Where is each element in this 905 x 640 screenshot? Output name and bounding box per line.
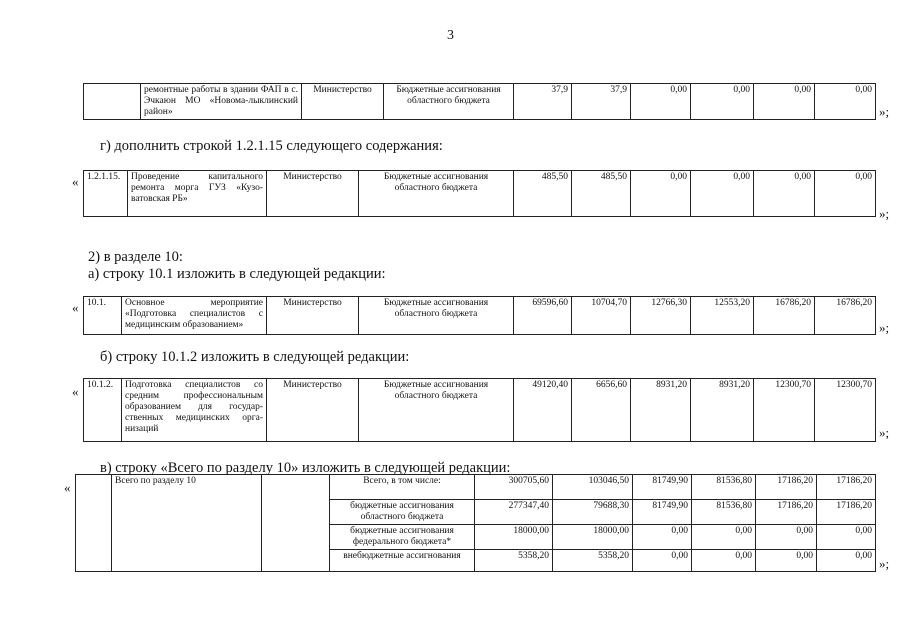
heading-add-row: г) дополнить строкой 1.2.1.15 следующего содержания: — [100, 138, 443, 154]
value-total: 37,9 — [514, 84, 572, 120]
table-row-repair-fap — [83, 83, 876, 120]
value-year-3: 0,00 — [691, 84, 754, 120]
value-total: 18000,00 — [475, 525, 553, 550]
value-total: 300705,60 — [475, 475, 553, 500]
value-year-3: 0,00 — [692, 550, 756, 572]
value-year-2: 8931,20 — [631, 379, 691, 442]
funding-source: Всего, в том числе: — [330, 475, 475, 500]
funding-source: Бюджетные ассигнования областного бюджета — [384, 84, 514, 120]
activity-name: Проведение капитального ремонта морга ГУЗ «Кузо-ватовская РБ» — [128, 171, 267, 217]
value-year-2: 0,00 — [633, 525, 692, 550]
row-number — [84, 84, 141, 120]
heading-row-10-1: а) строку 10.1 изложить в следующей редакции: — [88, 266, 386, 282]
table-row-1-2-1-15 — [83, 170, 876, 217]
closing-quote: »; — [879, 320, 890, 335]
value-year-3: 0,00 — [692, 525, 756, 550]
value-year-2: 0,00 — [631, 171, 691, 217]
closing-quote: »; — [879, 556, 890, 571]
value-year-2: 0,00 — [633, 550, 692, 572]
opening-quote: « — [72, 384, 79, 399]
value-year-1: 18000,00 — [553, 525, 633, 550]
value-year-5: 0,00 — [817, 550, 876, 572]
table-row-10-1 — [83, 296, 876, 335]
activity-name: Подготовка специалистов со средним профессиональным образованием для государ-ственных медицинских орга-низаций — [122, 379, 267, 442]
value-year-3: 8931,20 — [691, 379, 754, 442]
table-row — [76, 475, 876, 500]
value-total: 485,50 — [514, 171, 572, 217]
empty-number-cell — [76, 475, 112, 572]
closing-quote: »; — [879, 425, 890, 440]
heading-row-10-1-2: б) строку 10.1.2 изложить в следующей редакции: — [100, 349, 410, 365]
value-year-3: 0,00 — [691, 171, 754, 217]
executor: Министерство — [267, 379, 359, 442]
total-label: Всего по разделу 10 — [112, 475, 262, 572]
value-year-4: 0,00 — [754, 171, 815, 217]
value-year-1: 6656,60 — [572, 379, 631, 442]
value-year-1: 37,9 — [572, 84, 631, 120]
value-year-1: 5358,20 — [553, 550, 633, 572]
value-total: 5358,20 — [475, 550, 553, 572]
value-year-2: 12766,30 — [631, 297, 691, 335]
value-year-2: 81749,90 — [633, 475, 692, 500]
table-total-section-10 — [75, 474, 876, 572]
value-year-5: 0,00 — [815, 171, 876, 217]
value-total: 49120,40 — [514, 379, 572, 442]
value-year-4: 17186,20 — [756, 500, 817, 525]
value-year-1: 79688,30 — [553, 500, 633, 525]
closing-quote: »; — [879, 206, 890, 221]
row-number: 10.1. — [84, 297, 122, 335]
executor: Министерство — [267, 171, 359, 217]
row-number: 1.2.1.15. — [84, 171, 128, 217]
heading-section-10: 2) в разделе 10: — [88, 249, 183, 265]
value-year-5: 17186,20 — [817, 500, 876, 525]
value-year-3: 81536,80 — [692, 500, 756, 525]
value-year-1: 485,50 — [572, 171, 631, 217]
value-year-3: 81536,80 — [692, 475, 756, 500]
value-year-1: 103046,50 — [553, 475, 633, 500]
funding-source: Бюджетные ассигнования областного бюджета — [359, 379, 514, 442]
heading-total-section-10: в) строку «Всего по разделу 10» изложить в следующей редакции: — [100, 460, 511, 476]
value-year-4: 17186,20 — [756, 475, 817, 500]
value-year-5: 0,00 — [817, 525, 876, 550]
funding-source: внебюджетные ассигнования — [330, 550, 475, 572]
closing-quote: »; — [879, 104, 890, 119]
value-year-2: 0,00 — [631, 84, 691, 120]
executor: Министерство — [267, 297, 359, 335]
table-row-10-1-2 — [83, 378, 876, 442]
value-year-5: 0,00 — [815, 84, 876, 120]
value-total: 277347,40 — [475, 500, 553, 525]
value-year-2: 81749,90 — [633, 500, 692, 525]
executor: Министерство — [302, 84, 384, 120]
value-year-1: 10704,70 — [572, 297, 631, 335]
value-year-4: 12300,70 — [754, 379, 815, 442]
funding-source: бюджетные ассигнования областного бюджета — [330, 500, 475, 525]
value-year-4: 0,00 — [754, 84, 815, 120]
opening-quote: « — [72, 174, 79, 189]
activity-name: Основное мероприятие «Подготовка специалистов с медицинским образованием» — [122, 297, 267, 335]
funding-source: Бюджетные ассигнования областного бюджета — [359, 171, 514, 217]
value-year-4: 0,00 — [756, 550, 817, 572]
value-year-3: 12553,20 — [691, 297, 754, 335]
empty-executor-cell — [262, 475, 330, 572]
opening-quote: « — [72, 300, 79, 315]
value-year-5: 17186,20 — [817, 475, 876, 500]
value-year-5: 12300,70 — [815, 379, 876, 442]
activity-name: ремонтные работы в здании ФАП в с. Эчкаюн МО «Новома-лыклинский район» — [141, 84, 302, 120]
row-number: 10.1.2. — [84, 379, 122, 442]
value-year-4: 0,00 — [756, 525, 817, 550]
funding-source: Бюджетные ассигнования областного бюджета — [359, 297, 514, 335]
value-total: 69596,60 — [514, 297, 572, 335]
page-number: 3 — [447, 28, 454, 43]
funding-source: бюджетные ассигнования федерального бюджета* — [330, 525, 475, 550]
opening-quote: « — [64, 480, 71, 495]
value-year-4: 16786,20 — [754, 297, 815, 335]
value-year-5: 16786,20 — [815, 297, 876, 335]
